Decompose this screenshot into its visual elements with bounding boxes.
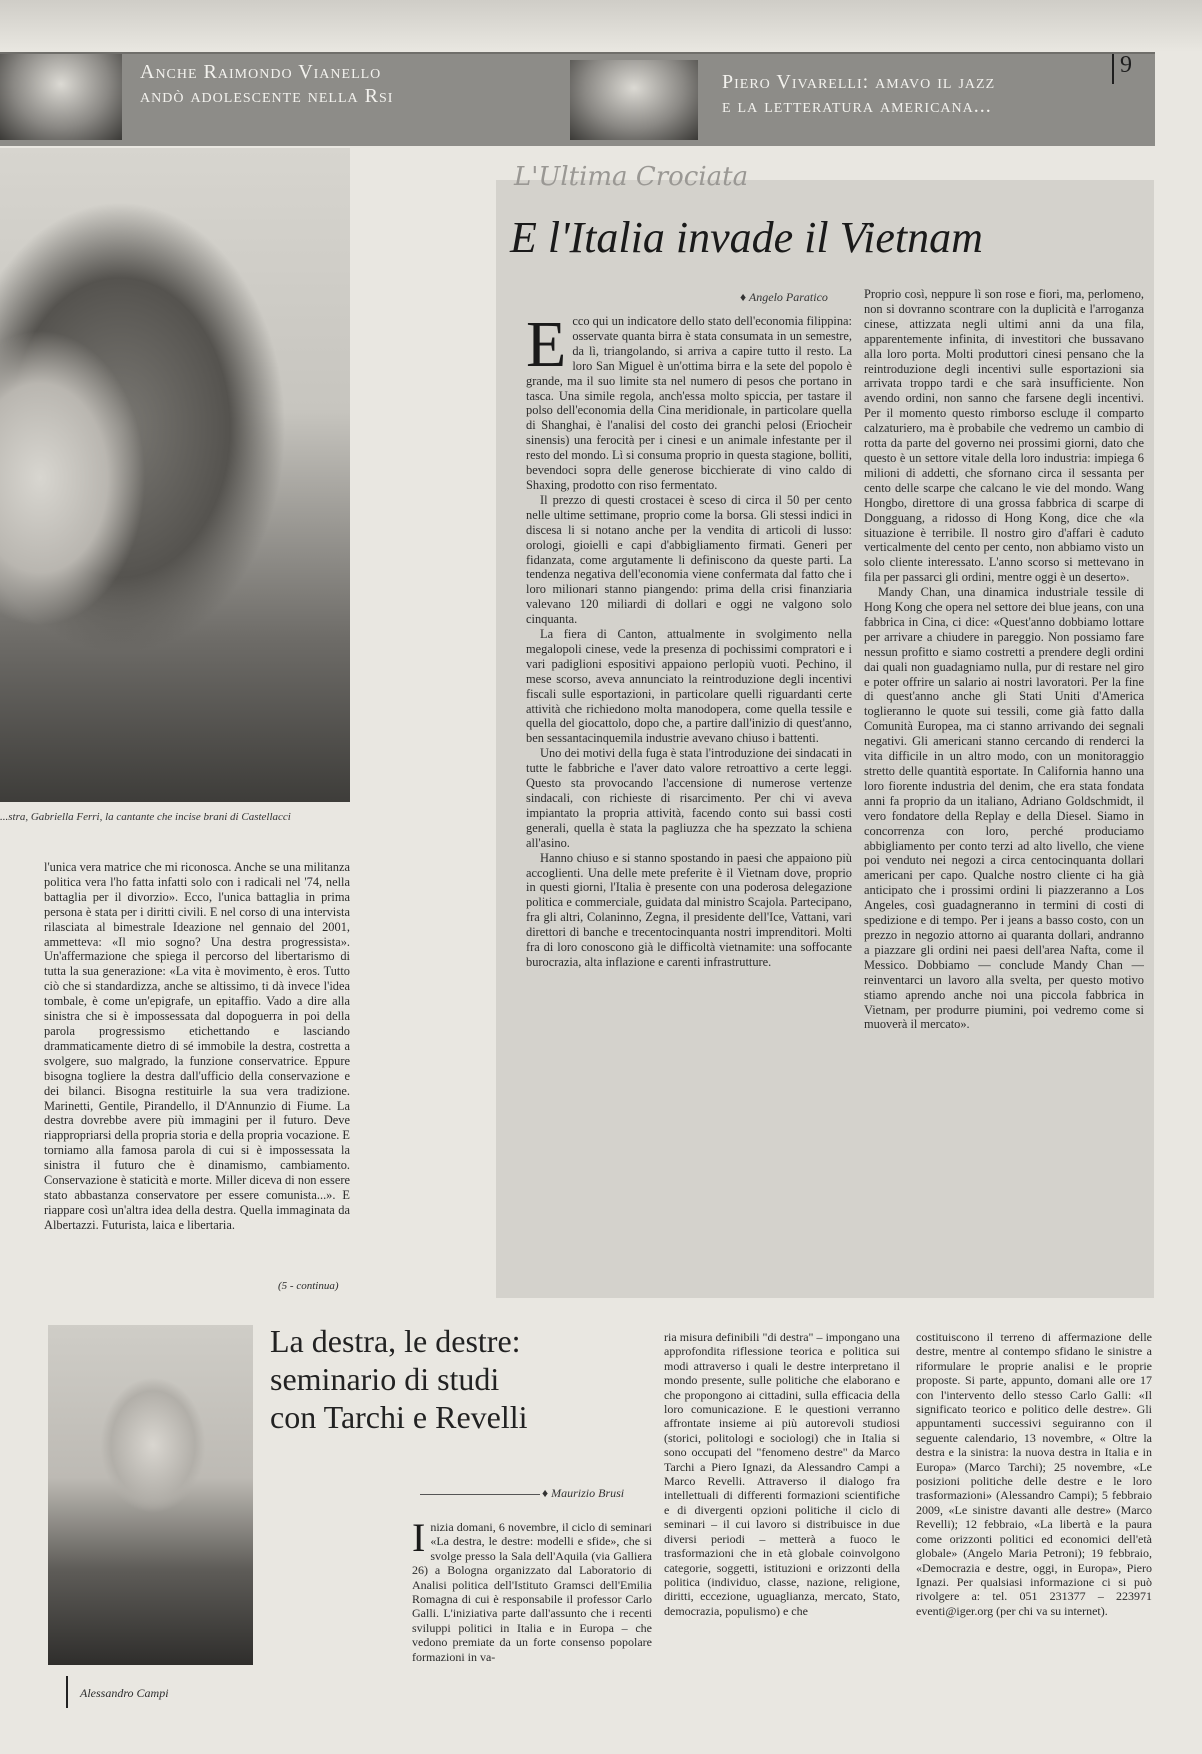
article-column-2 [864, 287, 1144, 1289]
article-kicker: L'Ultima Crociata [514, 162, 749, 192]
caption-rule [66, 1676, 68, 1708]
byline-rule [420, 1494, 540, 1495]
article-paragraph: La fiera di Canton, attualmente in svolgimento nella megalopoli cinese, vede la presenza di pochissimi compratori e i vari padiglioni espositivi appaiono perlopiù vuoti. Pechino, il mese scorso, aveva annunciato la reintroduzione degli incentivi fiscali sulle esportazioni, in particolare quelli riguardanti certe attività che richiedono molta manodopera, come quella tessile e quella del giocattolo, dopo che, a partire dall'inizio di quest'anno, ben sessantacinquemila industrie avevano chiuso i battenti. [526, 627, 852, 746]
vianello-photo [0, 54, 122, 140]
bottom-paragraph: ria misura definibili "di destra" – impongano una approfondita riflessione teorica e politica sui modi attraverso i quali le destre interpretano il mondo presente, sulle politiche che elaborano e che propongono ai cittadini, sulla efficacia della loro comunicazione. E le questioni verranno affrontate insieme ai più autorevoli studiosi (storici, politologi e sociologi) che in Italia si sono occupati del "fenomeno destre" da Marco Tarchi a Piero Ignazi, da Alessandro Campi a Marco Revelli. Attraverso il dialogo fra intellettuali di differenti formazioni scientifiche e di divergenti opzioni politiche il ciclo di seminari – il cui lavoro si distribuisce in due diversi periodi – metterà a fuoco le trasformazioni che in età globale coinvolgono categorie, soggetti, istituzioni e orizzonti della politica (individuo, classe, nazione, religione, diritti, eccezione, uguaglianza, mercato, Stato, democrazia, populismo) e che [664, 1330, 900, 1618]
left-column-text [44, 860, 350, 1280]
gabriella-ferri-photo [0, 148, 350, 802]
page-number-rule [1112, 54, 1114, 84]
left-column-paragraph: l'unica vera matrice che mi riconosca. Anche se una militanza politica vera l'ho fatta infatti solo con i radicali nel '74, nella battaglia per il divorzio». Ecco, l'unica battaglia in prima persona è stata per i diritti civili. E nel corso di una intervista rilasciata al bimestrale Ideazione nel gennaio del 2001, ammetteva: «Il mio sogno? Una destra progressista». Un'affermazione che spiega il percorso del libertarismo di tutta la sua generazione: «La vita è movimento, è eros. Tutto ciò che si standardizza, anche se altissimo, ti dà invece l'idea tombale, è come un'epigrafe, un epitaffio. Vado a dire alla sinistra che si è impossessata dal dopoguerra in poi della parola progressismo etichettando e lasciando drammaticamente dietro di sé immobile la destra, costretta a svolgere, suo malgrado, la funzione conservatrice. Eppure bisogna togliere la destra dall'ufficio della conservazione e dei bilanci. Bisogna restituirle la sua vera tradizione. Marinetti, Gentile, Pirandello, il D'Annunzio di Fiume. La destra dovrebbe avere più immagini per il futuro. Deve riappropriarsi della propria storia e della propria vocazione. E torniamo alla famosa parola di cui si è impossessata la sinistra il futuro che è dinamismo, cambiamento. Conservazione è staticità e morte. Miller diceva di non essere stato abbastanza conservatore per essere comunista...». E riappare così un'altra idea della destra. Quella immaginata da Albertazzi. Futurista, laica e libertaria. [44, 860, 350, 1232]
bottom-dropcap: I [412, 1520, 426, 1560]
campi-photo [48, 1325, 253, 1665]
bottom-headline-line2: seminario di studi [270, 1361, 500, 1397]
bottom-column-1 [412, 1520, 652, 1750]
header-right-title [722, 70, 995, 118]
page-top-shadow [0, 0, 1202, 52]
continua-note: (5 - continua) [278, 1280, 339, 1292]
bottom-headline [270, 1322, 650, 1436]
article-column-1 [526, 314, 852, 1289]
article-headline: E l'Italia invade il Vietnam [510, 213, 983, 262]
article-paragraph: Uno dei motivi della fuga è stata l'introduzione dei sindacati in tutte le fabbriche e l'aver dato valore retroattivo a certe leggi. Questo sta provocando l'accensione di numerose vertenze sindacali, con richieste di risarcimento. Per chi vi aveva impiantato la propria attività, facendo conto sui bassi costi generali, quella è stata la pagliuzza che ha spezzato la schiena all'asino. [526, 746, 852, 850]
header-left-title [140, 60, 393, 108]
header-right-line1: Piero Vivarelli: amavo il jazz [722, 71, 996, 93]
left-photo-caption: ...stra, Gabriella Ferri, la cantante che incise brani di Castellacci [0, 811, 291, 823]
article-paragraph: Mandy Chan, una dinamica industriale tessile di Hong Kong che opera nel settore dei blue jeans, con una fabbrica in Cina, ci dice: «Quest'anno dobbiamo lottare per arrivare a chiudere in pareggio. Non possiamo fare nessun profitto e siamo costretti a prendere degli ordini dai quali non guadagniamo nulla, pur di restare nel giro e poter offrire un salario ai nostri lavoratori. Per la fine di quest'anno anche gli Stati Uniti d'America toglieranno le quote sui tessili, come già fatto dalla Comunità Europea, ma ci stanno arrivando dei segnali negativi. Gli americani stanno cercando di renderci la vita difficile in un altro modo, con un monitoraggio stretto delle quantità esportate. In California hanno una loro fiorente industria del denim, che era stata fondata anni fa proprio da un italiano, Adriano Goldschmidt, il vero fondatore della Replay e della Diesel. Siamo in concorrenza con loro, perché produciamo abbigliamento per conto terzi ad alto livello, che viene poi venduto nei negozi a circa centocinquanta dollari americani per capo. Qualche nostro cliente ci ha già anticipato che i prossimi ordini li piazzeranno a Los Angeles, così guadagneranno in termini di costi di spedizione e di tempo. Per i jeans a basso costo, con un prezzo in negozio attorno ai quaranta dollari, andranno a piazzare gli ordini nei paesi dell'area Nafta, come il Messico. Dobbiamo — conclude Mandy Chan — reinventarci un lavoro alla svelta, per questo motivo stiamo aprendo anche noi una piccola fabbrica in Vietnam, per produrre piumini, poi vedremo come si muoverà il mercato». [864, 585, 1144, 1032]
header-right-line2: e la letteratura americana... [722, 95, 992, 117]
bottom-paragraph: nizia domani, 6 novembre, il ciclo di seminari «La destra, le destre: modelli e sfide», che si svolge presso la Sala dell'Aquila (via Galliera 26) a Bologna organizzato dal Laboratorio di Analisi politica dell'Istituto Gramsci dell'Emilia Romagna di cui è responsabile il professor Carlo Galli. L'iniziativa parte dall'assunto che i recenti sviluppi politici in Italia e in Europa – che vedono premiate da un forte consenso popolare formazioni in va- [412, 1520, 652, 1664]
header-left-line2: andò adolescente nella Rsi [140, 85, 394, 107]
bottom-byline: ♦ Maurizio Brusi [542, 1486, 625, 1500]
header-left-line1: Anche Raimondo Vianello [140, 61, 382, 83]
bottom-paragraph: costituiscono il terreno di affermazione delle destre, mentre al contempo sfidano le sinistre a riformulare le proprie analisi e le proprie proposte. Si parte, appunto, domani alle ore 17 con l'intervento dello stesso Carlo Galli: «Il significato teorico e politico delle destre». Gli appuntamenti successivi seguiranno con il seguente calendario, 13 novembre, « Oltre la destra e la sinistra: la nuova destra in Italia e in Europa» (Marco Tarchi); 25 novembre, «Le posizioni politiche delle destre e le loro trasformazioni» (Alessandro Campi); 5 febbraio 2009, «Le sinistre davanti alle destre» (Marco Revelli); 12 febbraio, «La libertà e la paura come orizzonti politici ed economici dell'età globale» (Angelo Maria Petroni); 19 febbraio, «Democrazia e destre, oggi, in Europa», Piero Ignazi. Per qualsiasi informazione ci si può rivolgere a: tel. 051 231377 – 223971 eventi@iger.org (per chi va su internet). [916, 1330, 1152, 1618]
bottom-column-2 [664, 1330, 900, 1750]
article-paragraph: Il prezzo di questi crostacei è sceso di circa il 50 per cento nelle ultime settimane, proprio come la borsa. Gli stessi indici in discesa li si notano anche per la vendita di articoli di lusso: orologi, gioielli e capi d'abbigliamento firmati. Generi per fidanzata, come argutamente li definiscono da queste parti. La tendenza negativa dell'economia viene confermata dal fatto che i loro milionari stanno piangendo: prima della crisi finanziaria valevano 120 miliardi di dollari e oggi ne valgono solo cinquanta. [526, 492, 852, 627]
vivarelli-photo [570, 60, 698, 140]
article-paragraph: Proprio così, neppure lì son rose e fiori, ma, perlomeno, non si dovranno scontrare con la duplicità e l'arroganza cinese, attizzata negli ultimi anni da una fila, apparentemente infinita, di investitori che bussavano alla loro porta. Molti produttori cinesi pensano che la reintroduzione degli incentivi sulle esportazioni sia arrivata troppo tardi e che sarà insufficiente. Non avendo ordini, non sanno che farsene degli incentivi. Per il momento questo rimborso escluде il comparto calzaturiero, ma è probabile che vedremo un cambio di rotta da parte del governo nei prossimi giorni, dato che questo è un settore vitale della loro industria: impiega 6 milioni di addetti, che sfornano circa il sessanta per cento delle scarpe che calcano le vie del mondo. Wang Hongbo, direttore di una grossa fabbrica di scarpe di Dongguang, a ridosso di Hong Kong, dice che «la situazione è terribile. Il nostro giro d'affari è caduto verticalmente del cento per cento, non abbiamo visto un solo cliente interessato. L'anno scorso si mettevano in fila per passarci gli ordini, mentre oggi è un deserto». [864, 287, 1144, 585]
bottom-headline-line1: La destra, le destre: [270, 1323, 521, 1359]
bottom-photo-caption: Alessandro Campi [80, 1686, 169, 1700]
article-paragraph: cco qui un indicatore dello stato dell'economia filippina: osservate quanta birra è stata consumata in un semestre, da lì, triangolando, si arriva a capire tutto il resto. La loro San Miguel è un'ottima birra e la sete del popolo è grande, ma il suo limite sta nel numero di pesos che portano in tasca. Una simile regola, anch'essa molto spiccia, per tastare il polso dell'economia della Cina meridionale, in particolare quella di Shanghai, è l'analisi del costo dei granchi pelosi (Eriocheir sinensis) una ferocità per i cinesi e un animale infestante per il resto del mondo. Lì si consuma proprio in questa stagione, bolliti, bevendoci sopra delle generose bicchierate di vino caldo di Shaxing, prodotto con riso fermentato. [526, 314, 852, 492]
page-number: 9 [1120, 52, 1132, 78]
article-byline: ♦ Angelo Paratico [740, 290, 828, 304]
article-paragraph: Hanno chiuso e si stanno spostando in paesi che appaiono più accoglienti. Una delle mete preferite è il Vietnam dove, proprio in questi giorni, l'Italia è presente con una poderosa delegazione politica e commerciale, guidata dal ministro Scajola. Partecipano, fra gli altri, Colaninno, Zegna, il presidente dell'Ice, Vattani, vari direttori di banche e trecentocinquanta nostri imprenditori. Molti fra di loro conoscono già le difficoltà vietnamite: una soffocante burocrazia, alta inflazione e carenti infrastrutture. [526, 850, 852, 969]
bottom-headline-line3: con Tarchi e Revelli [270, 1399, 528, 1435]
bottom-column-3 [916, 1330, 1152, 1750]
article-dropcap: E [526, 314, 567, 381]
